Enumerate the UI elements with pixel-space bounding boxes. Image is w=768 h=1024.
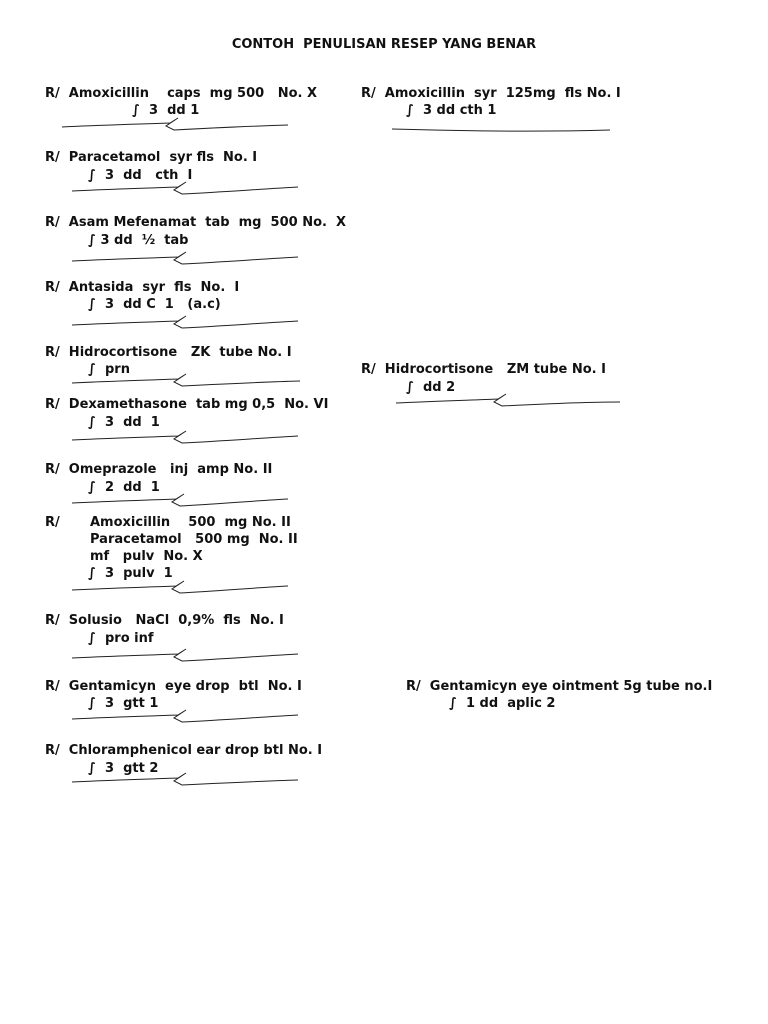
prescription-line: R/ Asam Mefenamat tab mg 500 No. X xyxy=(45,215,347,230)
signature-mark xyxy=(392,123,614,135)
prescription-prefix: R/ xyxy=(45,515,60,530)
prescription-line: R/ Omeprazole inj amp No. II xyxy=(45,462,273,477)
signature-mark xyxy=(62,118,292,134)
prescription-line: Paracetamol 500 mg No. II xyxy=(90,532,298,547)
signature-mark xyxy=(72,251,302,267)
document-title: CONTOH PENULISAN RESEP YANG BENAR xyxy=(231,37,537,52)
signa-line: ∫ 3 dd cth I xyxy=(88,168,193,183)
signature-mark xyxy=(72,580,292,596)
signature-mark xyxy=(72,648,302,664)
signa-line: ∫ 3 dd C 1 (a.c) xyxy=(88,297,221,312)
signature-mark xyxy=(72,709,302,725)
prescription-line: R/ Antasida syr fls No. I xyxy=(45,280,240,295)
prescription-line: R/ Solusio NaCl 0,9% fls No. I xyxy=(45,613,284,628)
signa-line: ∫ pro inf xyxy=(88,631,154,646)
signature-mark xyxy=(396,392,626,408)
signature-mark xyxy=(72,373,302,389)
signa-line: ∫ 3 dd 1 xyxy=(132,103,200,118)
prescription-line: R/ Amoxicillin syr 125mg fls No. I xyxy=(361,86,621,101)
signature-mark xyxy=(72,315,302,331)
signa-line: ∫ 2 dd 1 xyxy=(88,480,160,495)
signa-line: ∫ 3 dd ½ tab xyxy=(88,233,189,248)
prescription-line: R/ Amoxicillin caps mg 500 No. X xyxy=(45,86,318,101)
signature-mark xyxy=(72,772,302,788)
prescription-line: R/ Hidrocortisone ZK tube No. I xyxy=(45,345,292,360)
prescription-line: R/ Gentamicyn eye drop btl No. I xyxy=(45,679,302,694)
signa-line: ∫ 3 dd 1 xyxy=(88,415,160,430)
prescription-line: R/ Dexamethasone tab mg 0,5 No. VI xyxy=(45,397,329,412)
prescription-line: R/ Gentamicyn eye ointment 5g tube no.I xyxy=(406,679,713,694)
signature-mark xyxy=(72,430,302,446)
prescription-line: R/ Chloramphenicol ear drop btl No. I xyxy=(45,743,323,758)
prescription-line: R/ Paracetamol syr fls No. I xyxy=(45,150,258,165)
signa-line: ∫ 3 dd cth 1 xyxy=(406,103,497,118)
signature-mark xyxy=(72,493,292,509)
signa-line: ∫ dd 2 xyxy=(406,380,456,395)
signa-line: ∫ 3 gtt 1 xyxy=(88,696,159,711)
prescription-line: Amoxicillin 500 mg No. II xyxy=(90,515,291,530)
signature-mark xyxy=(72,181,302,197)
prescription-line: R/ Hidrocortisone ZM tube No. I xyxy=(361,362,606,377)
signa-line: ∫ 1 dd aplic 2 xyxy=(449,696,556,711)
prescription-line: mf pulv No. X xyxy=(90,549,203,564)
signa-line: ∫ 3 gtt 2 xyxy=(88,761,159,776)
signa-line: ∫ prn xyxy=(88,362,130,377)
signa-line: ∫ 3 pulv 1 xyxy=(88,566,173,581)
